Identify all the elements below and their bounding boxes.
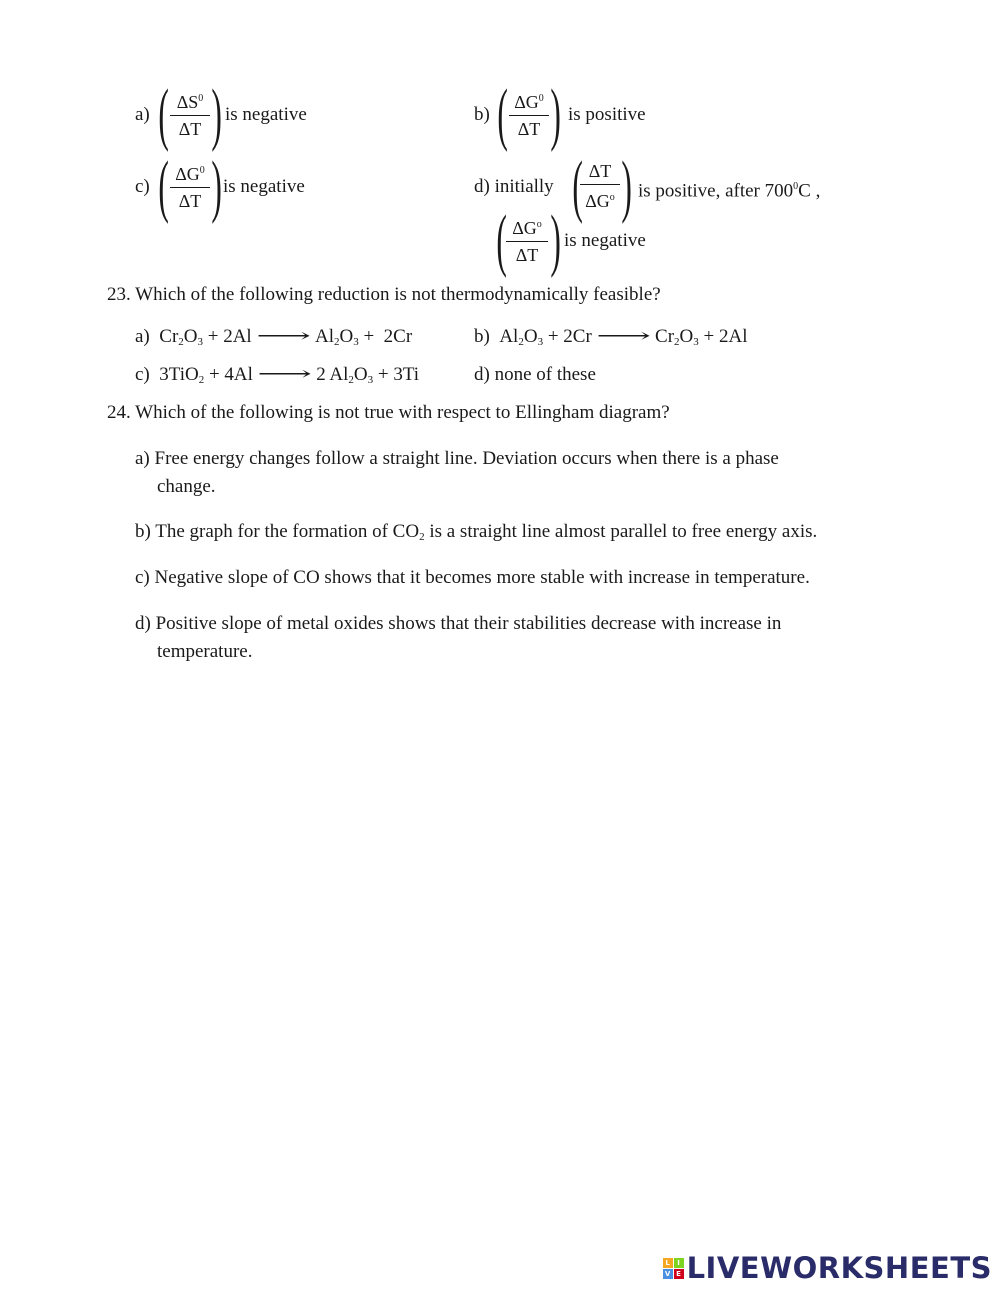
option-text: Positive slope of metal oxides shows that their stabilities decrease with increase in [155,613,782,634]
right-paren: ) [621,148,632,225]
option-label: d) [474,364,490,385]
option-label: b) [135,521,151,542]
arrow-icon: ⟶ [256,326,311,347]
q23-option-a [135,325,412,349]
q22-option-d [474,148,874,279]
reaction-equation: 3TiO$_2$ + 4Al ⟶ 2 $Al_2O_3 + 3Ti$ [154,364,420,386]
option-text-cont: change. [157,476,216,497]
right-paren: ) [211,148,222,225]
liveworksheets-logo [663,1251,992,1285]
q23-option-d [474,363,596,387]
question-text: Which of the following reduction is not thermodynamically feasible? [135,284,661,305]
q24-option-b [135,518,935,546]
option-label: b) [474,104,490,125]
fraction: $\frac{\Delta S^0}{\Delta T}$ [170,88,210,140]
option-text-2: is negative [564,230,646,251]
option-label: a) [135,104,150,125]
option-text: is negative [225,104,307,125]
option-text: is positive [568,104,646,125]
q22-option-c [135,148,355,225]
fraction: $\frac{\Delta G^0}{\Delta T}$ [509,88,549,140]
q22-option-b [474,76,694,153]
arrow-icon: ⟶ [596,326,651,347]
option-text: is negative [223,176,305,197]
q22-option-a [135,76,355,153]
q24-option-a [135,445,895,501]
option-label: d) [135,613,151,634]
reaction-equation: $Al_2O_3 + 2Cr$ ⟶ $Cr_2O_3 + 2Al$ [494,326,748,348]
option-label: c) [135,567,150,588]
fraction-2: $\Delta G^o$ ΔT [506,214,548,266]
q24-option-d [135,610,935,666]
option-label: c) [135,364,150,385]
q24-question [107,401,670,425]
q23-question [107,283,661,307]
left-paren: ( [497,76,508,153]
right-paren: ) [550,202,561,279]
fraction: ΔT $\Delta G^o$ [580,160,620,212]
option-text: The graph for the formation of $CO_2$ is a straight line almost parallel to free energy axis. [155,521,818,543]
option-label: a) [135,448,150,469]
option-label: c) [135,176,150,197]
left-paren: ( [572,148,583,225]
option-text: Free energy changes follow a straight line. Deviation occurs when there is a phase [154,448,779,469]
brand-name: LIVEWORKSHEETS [686,1251,992,1285]
left-paren: ( [158,148,169,225]
question-number: 24. [107,402,131,423]
q24-option-c [135,564,935,592]
q23-option-b [474,325,747,349]
question-number: 23. [107,284,131,305]
option-label: a) [135,326,150,347]
option-label: d) initially [474,176,554,197]
q23-option-c [135,363,419,387]
right-paren: ) [211,76,222,153]
arrow-icon: ⟶ [257,364,312,385]
option-text: Negative slope of CO shows that it becomes more stable with increase in temperature. [154,567,810,588]
option-text: is positive, after $700^0C$ , [638,180,821,202]
fraction: $\frac{\Delta G^0}{\Delta T}$ [170,160,210,212]
left-paren: ( [496,202,507,279]
option-label: b) [474,326,490,347]
liveworksheets-logo-icon: L I V E [663,1258,684,1279]
question-text: Which of the following is not true with respect to Ellingham diagram? [135,402,670,423]
left-paren: ( [158,76,169,153]
reaction-equation: $Cr_2O_3 + 2Al$ ⟶ $Al_2O_3 + 2Cr$ [154,326,413,348]
option-text: none of these [494,364,596,385]
option-text-cont: temperature. [157,641,253,662]
right-paren: ) [550,76,561,153]
